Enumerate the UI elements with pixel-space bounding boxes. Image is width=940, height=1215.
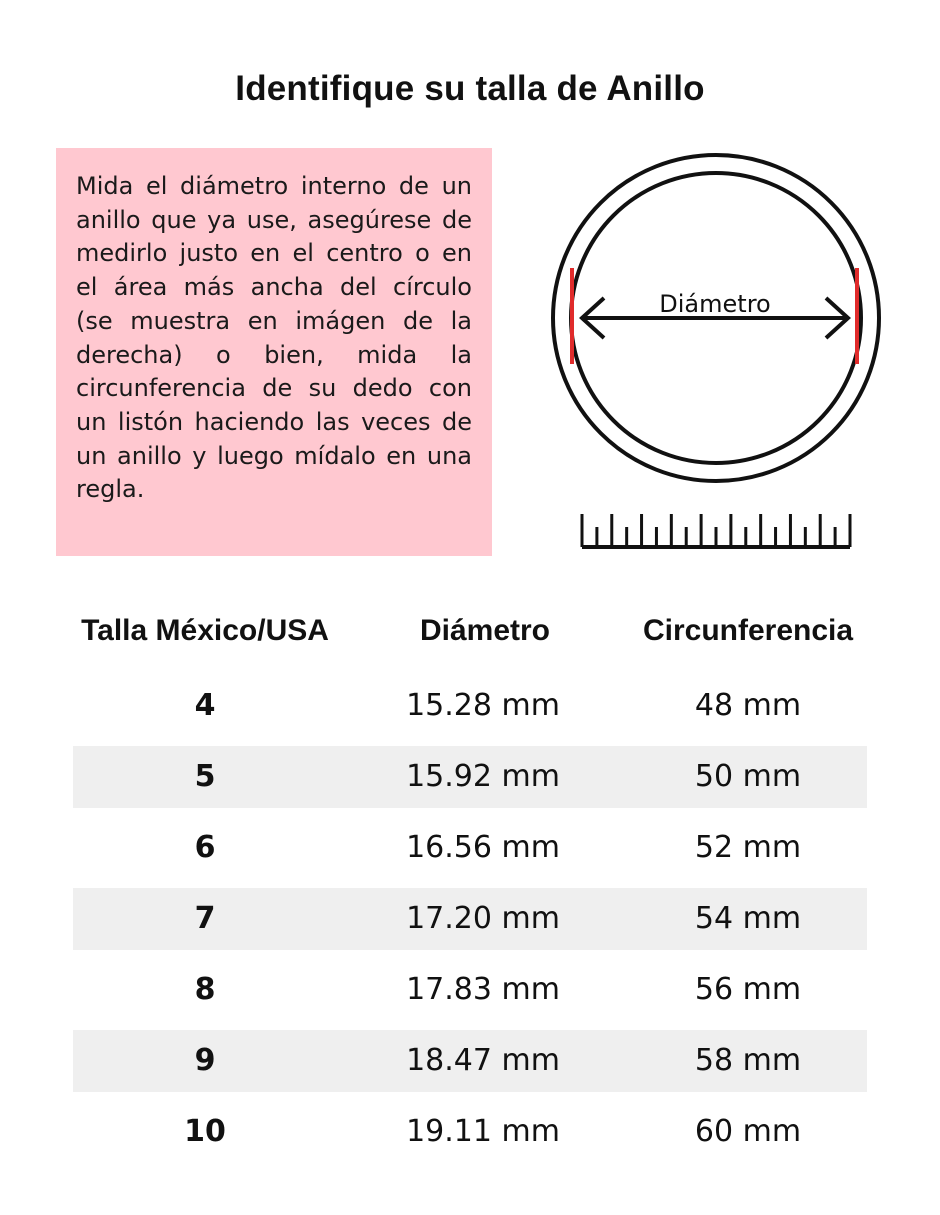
cell-circumference: 54 mm [694, 901, 802, 936]
cell-diameter: 15.28 mm [406, 688, 560, 723]
cell-diameter: 15.92 mm [406, 759, 560, 794]
table-row [73, 817, 867, 879]
table-row [73, 1101, 867, 1163]
ring-size-table [0, 596, 940, 1149]
cell-size: 6 [194, 830, 216, 865]
instructions-text: Mida el diámetro interno de un anillo que ya use, asegúrese de medirlo justo en el centro o en el área más ancha del círculo (se muestra en imágen de la derecha) o bien, mida la circunferencia de su dedo con un listón haciendo las veces de un anillo y luego mídalo en una regla. [76, 172, 472, 504]
cell-circumference: 50 mm [694, 759, 802, 794]
ring-diagram-svg [540, 140, 900, 560]
cell-size: 5 [194, 759, 216, 794]
cell-circumference: 56 mm [694, 972, 802, 1007]
cell-diameter: 16.56 mm [406, 830, 560, 865]
cell-size: 7 [194, 901, 216, 936]
table-row [73, 959, 867, 1021]
cell-size: 8 [194, 972, 216, 1007]
ring-diagram [540, 140, 900, 560]
diameter-label: Diámetro [659, 290, 771, 318]
cell-diameter: 18.47 mm [406, 1043, 560, 1078]
header-size: Talla México/USA [81, 614, 329, 647]
cell-size: 4 [194, 688, 216, 723]
cell-circumference: 60 mm [694, 1114, 802, 1149]
header-diameter: Diámetro [419, 614, 551, 647]
table-row [73, 1030, 867, 1092]
cell-circumference: 48 mm [694, 688, 802, 723]
table-header [0, 596, 940, 668]
cell-diameter: 17.83 mm [406, 972, 560, 1007]
table-row [73, 746, 867, 808]
table-row [73, 888, 867, 950]
page-title: Identifique su talla de Anillo [235, 69, 705, 109]
ruler [582, 514, 850, 547]
cell-circumference: 58 mm [694, 1043, 802, 1078]
cell-size: 10 [184, 1114, 226, 1149]
cell-size: 9 [194, 1043, 216, 1078]
cell-diameter: 17.20 mm [406, 901, 560, 936]
cell-diameter: 19.11 mm [406, 1114, 560, 1149]
header-circumference: Circunferencia [642, 614, 854, 647]
table-row [73, 675, 867, 737]
instructions-box [56, 148, 492, 556]
cell-circumference: 52 mm [694, 830, 802, 865]
